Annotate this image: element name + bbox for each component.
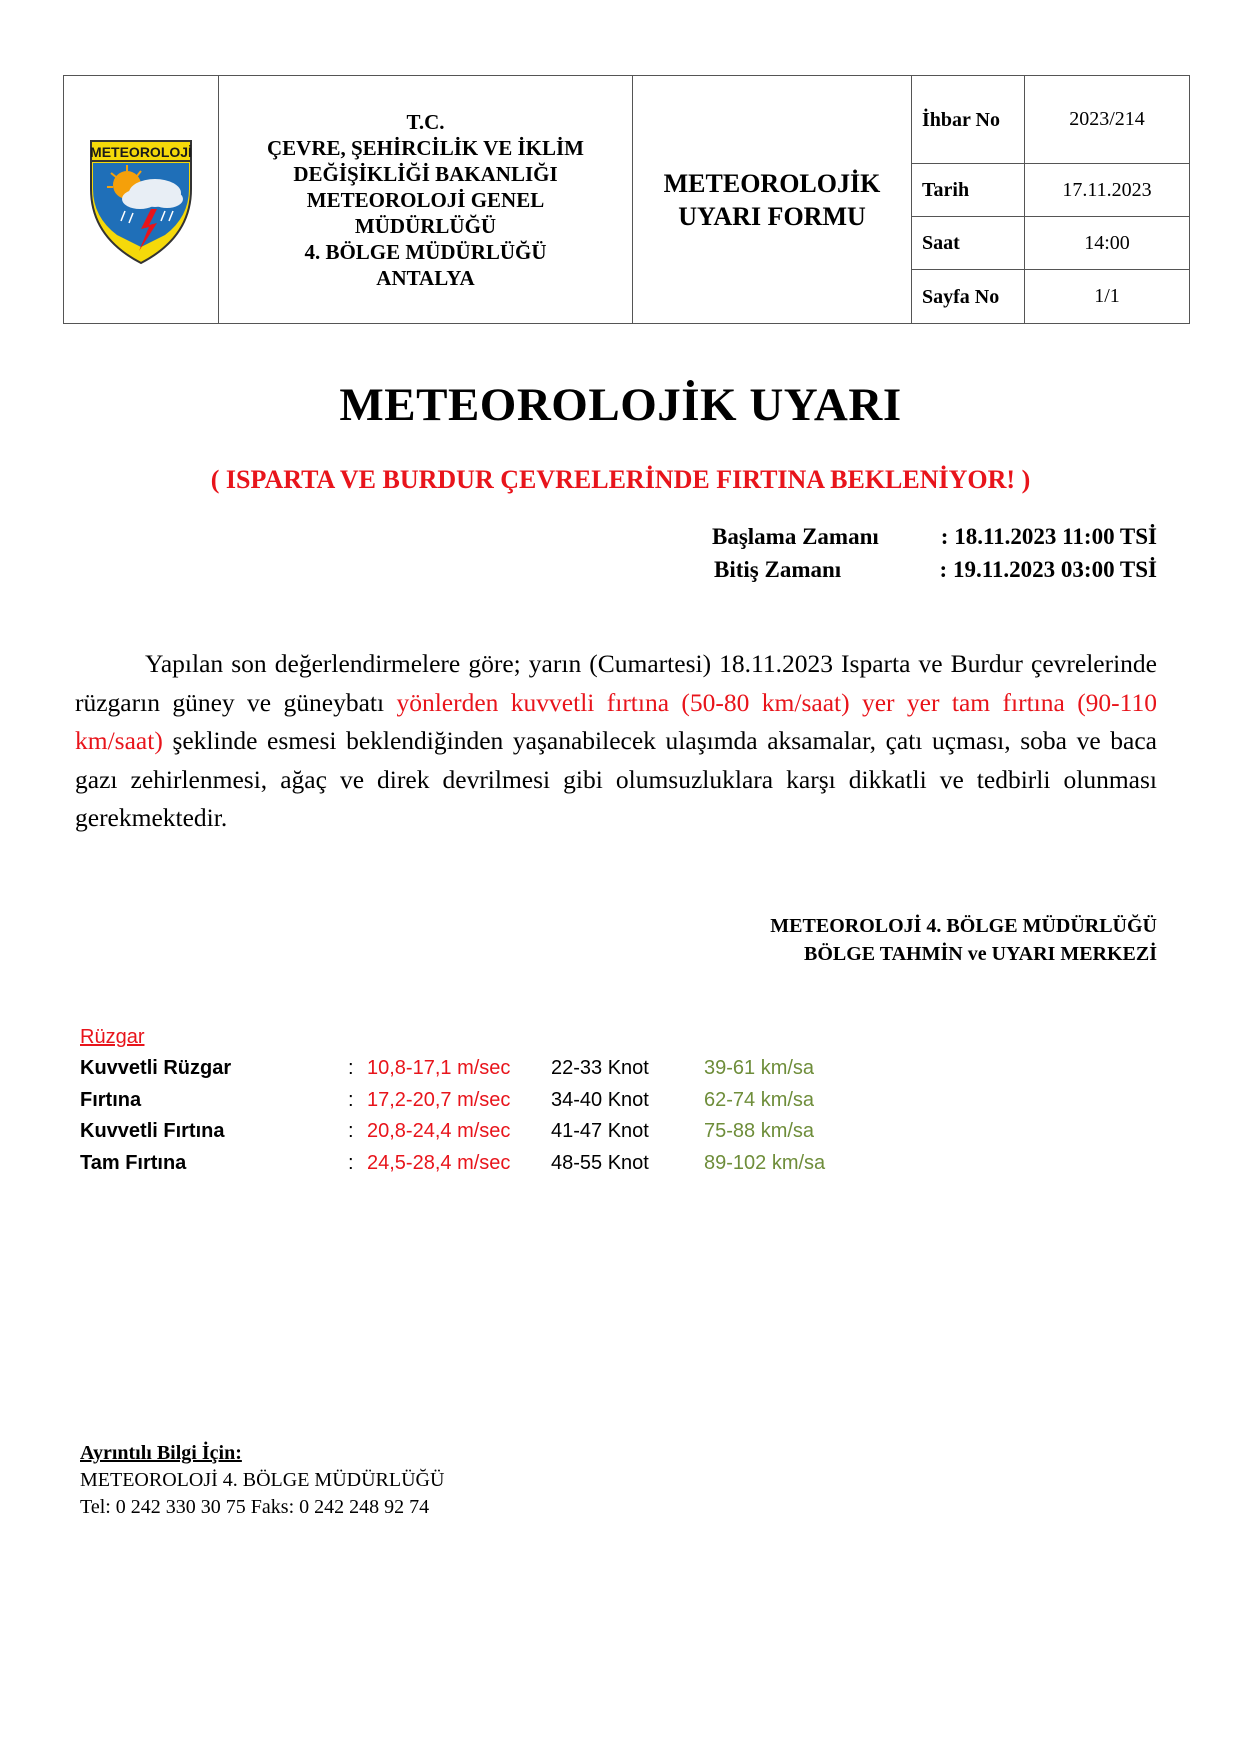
logo-cell (64, 76, 219, 324)
logo-text: METEOROLOJİ (90, 144, 192, 160)
org-line: DEĞİŞİKLİĞİ BAKANLIĞI (293, 161, 558, 186)
wind-table (80, 1022, 880, 1179)
wind-colon: : (348, 1057, 354, 1079)
org-line: 4. BÖLGE MÜDÜRLÜĞÜ (304, 239, 547, 264)
field-label-sayfa: Sayfa No (912, 270, 1025, 324)
field-label-saat: Saat (912, 217, 1025, 270)
wind-kmh: 39-61 km/sa (704, 1057, 815, 1079)
wind-row (80, 1148, 880, 1180)
field-label-ihbar: İhbar No (912, 76, 1025, 164)
organization-cell (219, 76, 633, 324)
wind-kmh: 89-102 km/sa (704, 1151, 826, 1174)
end-time-label: Bitiş Zamanı (714, 557, 842, 582)
warning-paragraph (75, 645, 1157, 838)
start-time-label: Başlama Zamanı (712, 524, 879, 549)
paragraph-highlight: yönlerden kuvvetli fırtına (50-80 km/saat) yer yer tam fırtına (90-110 km/saat) (75, 687, 1157, 755)
org-line: ÇEVRE, ŞEHİRCİLİK VE İKLİM (266, 135, 585, 160)
wind-ms: 17,2-20,7 m/sec (367, 1088, 511, 1111)
field-value-tarih: 17.11.2023 (1025, 164, 1190, 217)
wind-category: Fırtına (80, 1088, 142, 1111)
wind-kmh: 75-88 km/sa (704, 1120, 815, 1142)
org-line: METEOROLOJİ GENEL (306, 187, 545, 212)
wind-category: Tam Fırtına (80, 1151, 187, 1174)
wind-colon: : (348, 1120, 354, 1142)
field-value-ihbar: 2023/214 (1025, 76, 1190, 164)
wind-category: Kuvvetli Fırtına (80, 1120, 225, 1142)
header-table (63, 75, 1190, 324)
contact-heading: Ayrıntılı Bilgi İçin: (80, 1442, 242, 1464)
org-line: T.C. (406, 109, 445, 134)
contact-phone: Tel: 0 242 330 30 75 Faks: 0 242 248 92 74 (80, 1496, 430, 1518)
contact-org: METEOROLOJİ 4. BÖLGE MÜDÜRLÜĞÜ (80, 1469, 445, 1491)
form-title-line: METEOROLOJİK (663, 168, 881, 198)
wind-row (80, 1116, 880, 1148)
end-time-value: : 19.11.2023 03:00 TSİ (939, 557, 1157, 582)
field-value-sayfa: 1/1 (1025, 270, 1190, 324)
signature-line: METEOROLOJİ 4. BÖLGE MÜDÜRLÜĞÜ (770, 915, 1157, 937)
wind-row (80, 1053, 880, 1085)
start-time-value: : 18.11.2023 11:00 TSİ (940, 524, 1157, 549)
wind-knot: 48-55 Knot (551, 1151, 649, 1174)
wind-ms: 20,8-24,4 m/sec (367, 1120, 511, 1142)
wind-kmh: 62-74 km/sa (704, 1088, 815, 1111)
wind-row (80, 1085, 880, 1117)
field-value-saat: 14:00 (1025, 217, 1190, 270)
page-title: METEOROLOJİK UYARI (339, 379, 902, 431)
wind-ms: 24,5-28,4 m/sec (367, 1151, 511, 1174)
wind-colon: : (348, 1088, 354, 1111)
form-title-line: UYARI FORMU (678, 201, 866, 231)
meteoroloji-logo-icon (85, 127, 197, 267)
signature-line: BÖLGE TAHMİN ve UYARI MERKEZİ (803, 943, 1157, 965)
wind-category: Kuvvetli Rüzgar (80, 1057, 232, 1079)
org-line: MÜDÜRLÜĞÜ (354, 213, 497, 238)
wind-knot: 34-40 Knot (551, 1088, 649, 1111)
contact-block (80, 1440, 444, 1521)
wind-colon: : (348, 1151, 354, 1174)
wind-knot: 22-33 Knot (551, 1057, 649, 1079)
form-title-cell (633, 76, 912, 324)
wind-ms: 10,8-17,1 m/sec (367, 1057, 511, 1079)
org-line: ANTALYA (376, 265, 475, 290)
signature-block (770, 912, 1157, 968)
field-label-tarih: Tarih (912, 164, 1025, 217)
paragraph-text: şeklinde esmesi beklendiğinden yaşanabilecek ulaşımda aksamalar, çatı uçması, soba ve baca gazı zehirlenmesi, ağaç ve direk devrilmesi gibi olumsuzluklara karşı dikkatli ve tedbirli olunması gerekmektedir. (75, 726, 1157, 832)
wind-table-heading: Rüzgar (80, 1026, 145, 1048)
page-subtitle: ( ISPARTA VE BURDUR ÇEVRELERİNDE FIRTINA BEKLENİYOR! ) (210, 465, 1031, 494)
paragraph-text: Yapılan son değerlendirmelere göre; yarın (Cumartesi) 18.11.2023 Isparta ve Burdur çevrelerinde rüzgarın güney ve güneybatı (75, 649, 1157, 717)
wind-knot: 41-47 Knot (551, 1120, 649, 1142)
